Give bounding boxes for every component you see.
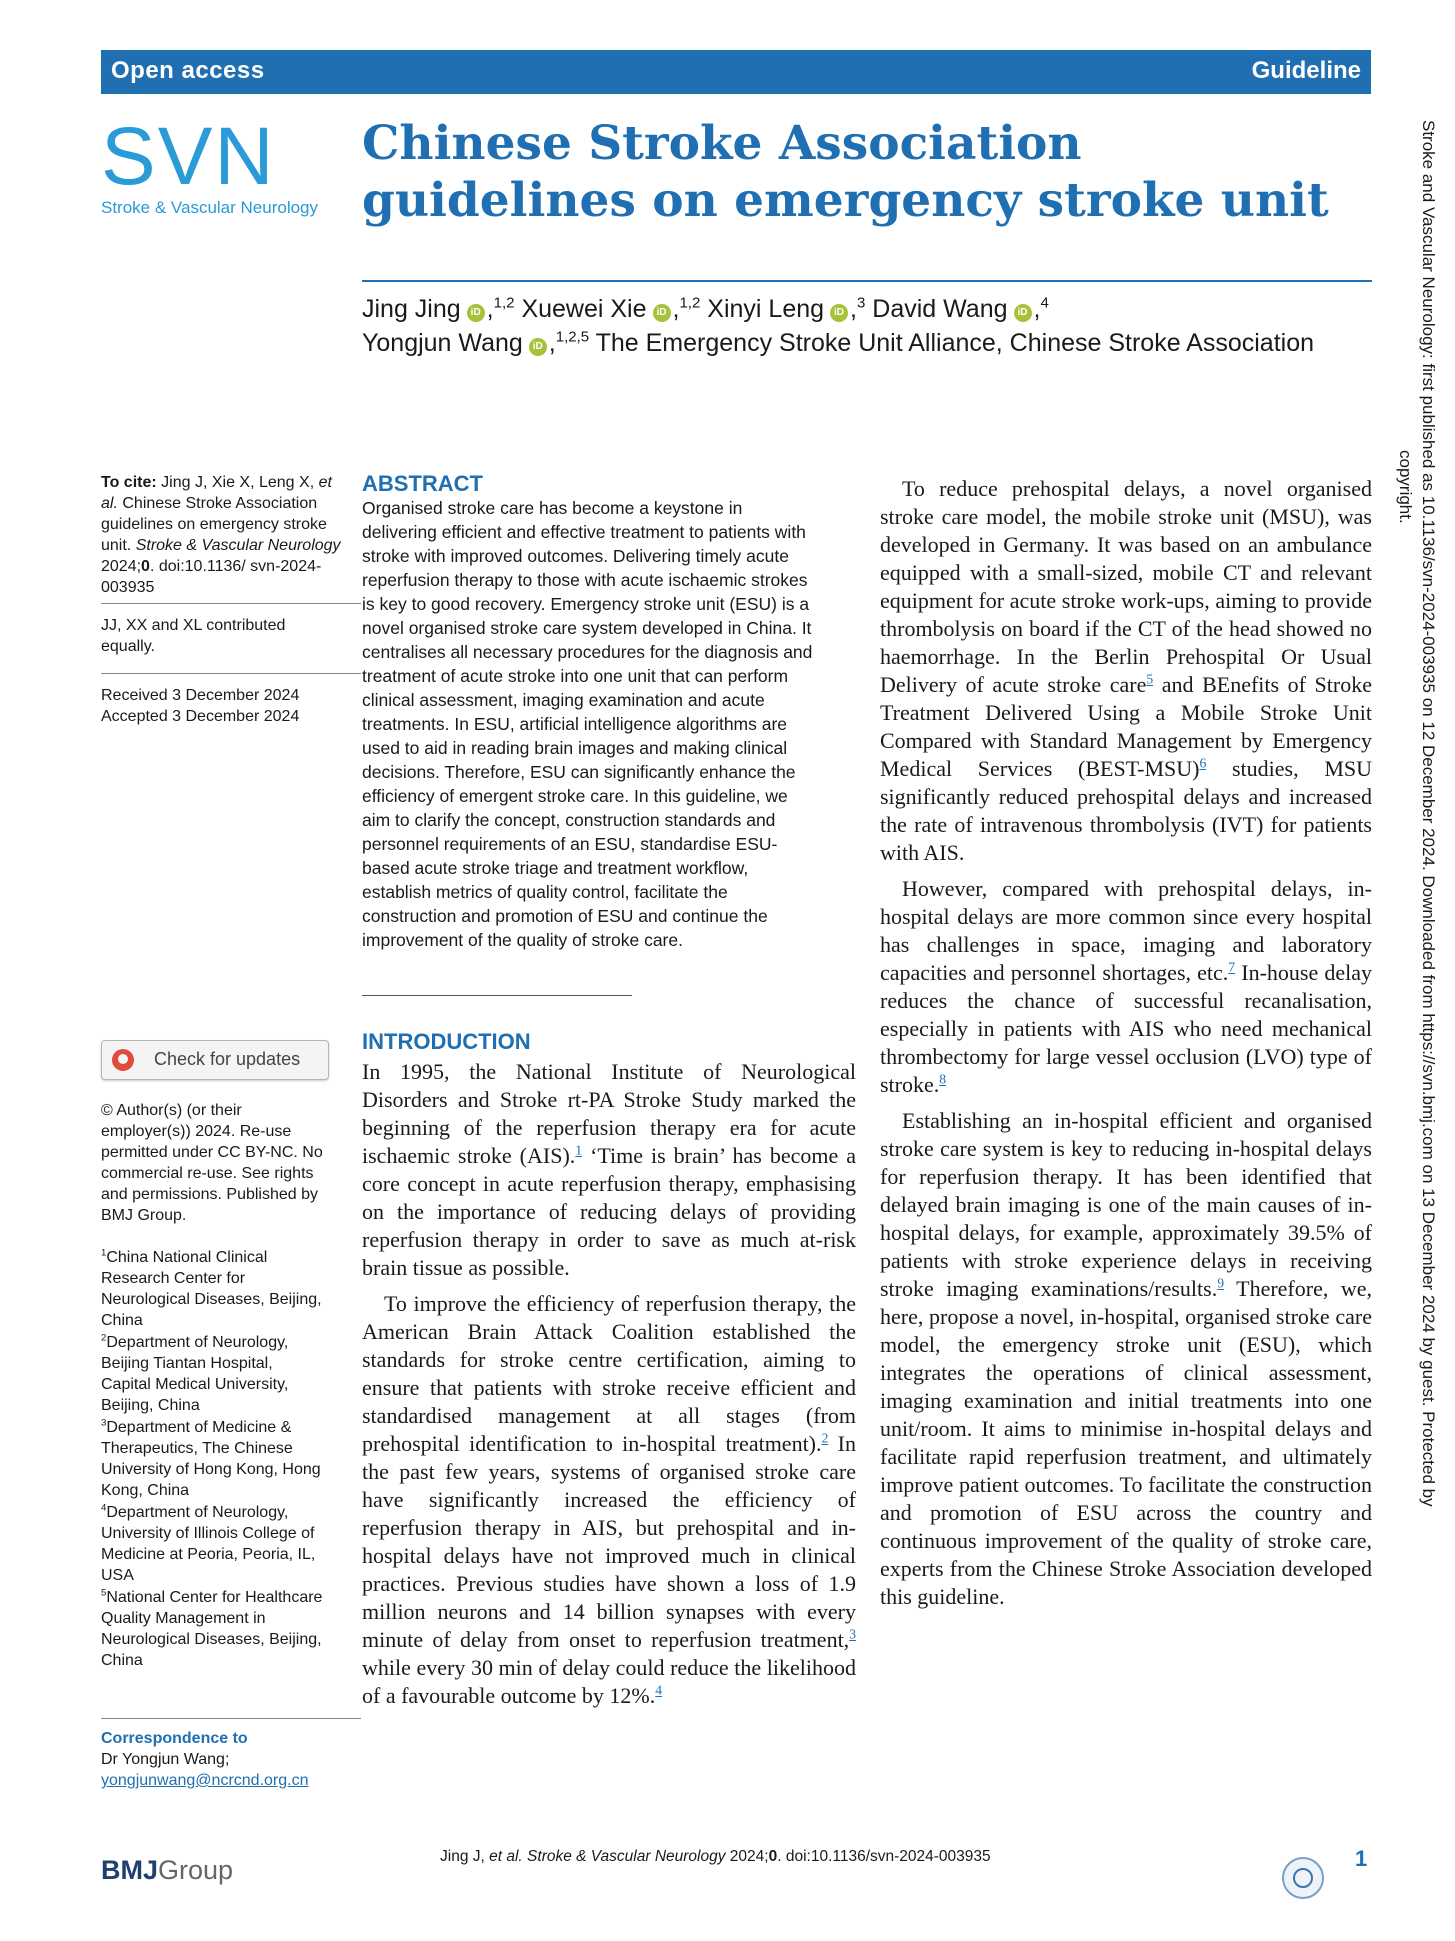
paragraph-text: In the past few years, systems of organised stroke care have significantly increased the efficiency of reperfusion therapy in AIS, but prehospital and in-hospital delays have not improved much in clinical practices. Previous studies have shown a loss of 1.9 million neurons and 14 billion synapses with every minute of delay from onset to reperfusion treatment, xyxy=(362,1431,856,1652)
cite-text: Jing J, Xie X, Leng X, xyxy=(161,474,315,491)
author-affiliation: 4 xyxy=(1040,294,1049,312)
affiliation-item xyxy=(101,1587,326,1671)
footer-cite-volume: 0 xyxy=(768,1848,778,1865)
correspondence xyxy=(101,1728,361,1791)
paragraph xyxy=(880,1107,1372,1611)
bmj-group-logo xyxy=(101,1855,233,1886)
paragraph-text: and BEnefits of Stroke Treatment Delivered Using a Mobile Stroke Unit Compared with Standard Management by Emergency Medical Services (BEST-MSU) xyxy=(880,672,1372,781)
correspondence-name: Dr Yongjun Wang; xyxy=(101,1751,230,1768)
reference-link[interactable]: 4 xyxy=(655,1682,663,1698)
vertical-copyright-notice xyxy=(1396,120,1445,1620)
crossmark-icon xyxy=(112,1049,134,1071)
paragraph xyxy=(880,475,1372,867)
affiliation-item xyxy=(101,1417,326,1501)
orcid-icon[interactable]: iD xyxy=(830,304,848,322)
orcid-icon[interactable]: iD xyxy=(1014,304,1032,322)
reference-link[interactable]: 3 xyxy=(849,1626,856,1642)
logo-subtitle: Stroke & Vascular Neurology xyxy=(101,198,319,217)
cite-doi: . doi:10.1136/ svn-2024-003935 xyxy=(101,558,322,596)
author-name: David Wang xyxy=(872,295,1008,323)
reference-link[interactable]: 8 xyxy=(939,1071,947,1087)
brand-name: BMJ xyxy=(101,1855,159,1885)
affiliation-number: 3 xyxy=(101,1417,107,1429)
author-list: Jing Jing iD ,$^{1,2}$ Xuewei Xie iD ,$^{1,2}$ Xinyi Leng iD ,$^3$ David Wang iD ,$^4$ Yongjun Wang iD ,$^{1,2,5}$ The Emergency Stroke Unit Alliance, Chinese Stroke Association xyxy=(362,294,1315,357)
footer-cite-text: 2024; xyxy=(729,1848,769,1865)
paragraph-text: To improve the efficiency of reperfusion therapy, the American Brain Attack Coalition established the standards for stroke centre certification, aiming to ensure that patients with stroke receive efficient and standardised management at all stages (from prehospital identification to in-hospital treatment). xyxy=(362,1291,856,1456)
paragraph-text: In-house delay reduces the chance of successful recanalisation, especially in patients with AIS who need mechanical thrombectomy for large vessel occlusion (LVO) type of stroke. xyxy=(880,960,1373,1097)
author-name: Xuewei Xie xyxy=(521,295,647,323)
vertical-line-2: copyright. xyxy=(1396,450,1415,524)
brand-group: Group xyxy=(158,1855,234,1885)
paragraph-text: while every 30 min of delay could reduce the likelihood of a favourable outcome by 12%. xyxy=(362,1655,856,1708)
received-date: Received 3 December 2024 xyxy=(101,687,300,704)
abstract-text: Organised stroke care has become a keystone in delivering efficient and effective treatment to patients with stroke with improved outcomes. Delivering timely acute reperfusion therapy to those with acute ischaemic strokes is key to good recovery. Emergency stroke unit (ESU) is a novel organised stroke care system developed in China. It centralises all necessary procedures for the diagnosis and treatment of acute stroke into one unit that can perform clinical assessment, imaging examination and acute treatments. In ESU, artificial intelligence algorithms are used to aid in reading brain images and making clinical decisions. Therefore, ESU can significantly enhance the efficiency of emergent stroke care. In this guideline, we aim to clarify the concept, construction standards and personnel requirements of an ESU, standardise ESU-based acute stroke triage and treatment workflow, establish metrics of quality control, facilitate the construction and promotion of ESU and continue the improvement of the quality of stroke care. xyxy=(362,498,813,950)
paragraph-text: To reduce prehospital delays, a novel organised stroke care model, the mobile stroke unit (MSU), was developed in Germany. It was based on an ambulance equipped with a small-sized, mobile CT and relevant equipment for acute stroke work-ups, aiming to provide thrombolysis on board if the CT of the head showed no haemorrhage. In the Berlin Prehospital Or Usual Delivery of acute stroke care xyxy=(880,476,1372,697)
paragraph-text: In 1995, the National Institute of Neurological Disorders and Stroke rt-PA Stroke Study marked the beginning of the reperfusion therapy era for acute ischaemic stroke (AIS). xyxy=(362,1059,856,1168)
right-column xyxy=(880,475,1372,1611)
footer-citation xyxy=(440,1846,1020,1868)
footer-cite-etal: et al. xyxy=(489,1848,523,1865)
publisher-seal-icon xyxy=(1282,1857,1324,1899)
affiliation-number: 1 xyxy=(101,1247,107,1259)
reference-link[interactable]: 1 xyxy=(575,1142,583,1158)
vertical-line-1: Stroke and Vascular Neurology: first published as 10.1136/svn-2024-003935 on 12 December 2024. Downloaded from https://svn.bmj.com on 13 December 2024 by guest. Protected by xyxy=(1419,120,1438,1507)
cite-block xyxy=(101,472,346,598)
abstract xyxy=(362,472,817,952)
paragraph xyxy=(880,875,1372,1099)
top-banner xyxy=(101,50,1371,94)
correspondence-email-link[interactable]: yongjunwang@ncrcnd.org.cn xyxy=(101,1772,309,1789)
affiliation-text: Department of Medicine & Therapeutics, The Chinese University of Hong Kong, Hong Kong, China xyxy=(101,1419,321,1499)
introduction xyxy=(362,1028,856,1710)
title-divider xyxy=(362,280,1372,282)
article-title: Chinese Stroke Association guidelines on emergency stroke unit xyxy=(362,116,1329,228)
journal-logo xyxy=(101,111,341,218)
paragraph-text: However, compared with prehospital delays, in-hospital delays are more common since every hospital has challenges in space, imaging and laboratory capacities and personnel shortages, etc. xyxy=(880,876,1372,985)
logo-mark: SVN xyxy=(101,111,276,202)
author-affiliation: 3 xyxy=(856,294,866,312)
affiliation-number: 4 xyxy=(101,1502,107,1514)
orcid-icon[interactable]: iD xyxy=(653,304,671,322)
dates-block xyxy=(101,685,361,727)
check-updates-button[interactable] xyxy=(101,1040,329,1080)
sidebar-divider xyxy=(101,673,361,674)
cite-text: 2024; xyxy=(101,558,142,575)
correspondence-label: Correspondence to xyxy=(101,1730,248,1747)
accepted-date: Accepted 3 December 2024 xyxy=(101,708,300,725)
affiliation-text: China National Clinical Research Center for Neurological Diseases, Beijing, China xyxy=(101,1249,322,1329)
reference-link[interactable]: 9 xyxy=(1217,1275,1225,1291)
author-name: Xinyi Leng xyxy=(707,295,825,323)
author-affiliation: 1,2 xyxy=(679,294,701,312)
paragraph-text: Establishing an in-hospital efficient and organised stroke care system is key to reducing in-hospital delays for reperfusion therapy. It has been identified that delayed brain imaging is one of the main causes of in-hospital delays, for example, approximately 39.5% of patients with stroke experience delays in receiving stroke imaging examinations/results. xyxy=(880,1108,1372,1301)
author-name: Yongjun Wang xyxy=(362,329,523,357)
contrib-note: JJ, XX and XL contributed equally. xyxy=(101,617,286,655)
paragraph-text: Therefore, we, here, propose a novel, in-hospital, organised stroke care model, the emergency stroke unit (ESU), which integrates the operations of clinical assessment, imaging examination and initial treatments into one unit/room. It aims to minimise in-hospital delays and facilitate rapid reperfusion treatment, and ultimately improve patient outcomes. To facilitate the construction and promotion of ESU across the country and continuous improvement of the quality of stroke care, experts from the Chinese Stroke Association developed this guideline. xyxy=(880,1276,1372,1609)
cite-etal: et al. xyxy=(101,474,332,512)
license-note: © Author(s) (or their employer(s)) 2024. Re-use permitted under CC BY-NC. No commercial re-use. See rights and permissions. Published by BMJ Group. xyxy=(101,1102,323,1224)
page-number: 1 xyxy=(1355,1846,1368,1871)
paragraph-text: studies, MSU significantly reduced prehospital delays and increased the rate of intravenous thrombolysis (IVT) for patients with AIS. xyxy=(880,756,1372,865)
footer-cite-text: Jing J, xyxy=(440,1848,485,1865)
footer-cite-doi: . doi:10.1136/svn-2024-003935 xyxy=(777,1848,991,1865)
affiliation-number: 5 xyxy=(101,1587,107,1599)
sidebar-divider xyxy=(101,1718,361,1719)
author-group: The Emergency Stroke Unit Alliance, Chinese Stroke Association xyxy=(595,329,1315,357)
author-name: Jing Jing xyxy=(362,295,461,323)
sidebar-divider xyxy=(101,603,361,604)
abstract-heading: ABSTRACT xyxy=(362,471,483,496)
orcid-icon[interactable]: iD xyxy=(467,304,485,322)
affiliation-item xyxy=(101,1247,326,1331)
check-updates-label: Check for updates xyxy=(154,1049,301,1069)
affiliation-number: 2 xyxy=(101,1332,107,1344)
cite-text: Chinese Stroke Association guidelines on emergency stroke unit. xyxy=(101,495,327,554)
reference-link[interactable]: 5 xyxy=(1146,671,1154,687)
cite-label: To cite: xyxy=(101,474,157,491)
affiliation-item xyxy=(101,1502,326,1586)
reference-link[interactable]: 6 xyxy=(1199,755,1207,771)
orcid-icon[interactable]: iD xyxy=(529,338,547,356)
open-access-label: Open access xyxy=(111,57,265,84)
affiliation-text: National Center for Healthcare Quality Management in Neurological Diseases, Beijing, China xyxy=(101,1589,323,1669)
affiliation-text: Department of Neurology, University of Illinois College of Medicine at Peoria, Peoria, IL, USA xyxy=(101,1504,316,1584)
affiliations xyxy=(101,1247,326,1671)
paragraph-text: ‘Time is brain’ has become a core concept in acute reperfusion therapy, emphasising on the importance of reducing delays of providing reperfusion therapy in order to save as much at-risk brain tissue as possible. xyxy=(362,1143,856,1280)
author-affiliation: 1,2,5 xyxy=(555,328,590,346)
affiliation-text: Department of Neurology, Beijing Tiantan Hospital, Capital Medical University, Beijing, China xyxy=(101,1334,289,1414)
cite-volume: 0 xyxy=(141,558,150,575)
cite-journal: Stroke & Vascular Neurology xyxy=(135,537,341,554)
abstract-divider xyxy=(362,995,632,996)
paragraph xyxy=(362,1290,856,1710)
affiliation-item xyxy=(101,1332,326,1416)
article-type-label: Guideline xyxy=(1251,57,1361,84)
footer-cite-journal: Stroke & Vascular Neurology xyxy=(527,1848,726,1865)
introduction-heading: INTRODUCTION xyxy=(362,1029,531,1054)
reference-link[interactable]: 2 xyxy=(821,1430,829,1446)
paragraph xyxy=(362,1058,856,1282)
author-affiliation: 1,2 xyxy=(493,294,515,312)
reference-link[interactable]: 7 xyxy=(1228,959,1236,975)
